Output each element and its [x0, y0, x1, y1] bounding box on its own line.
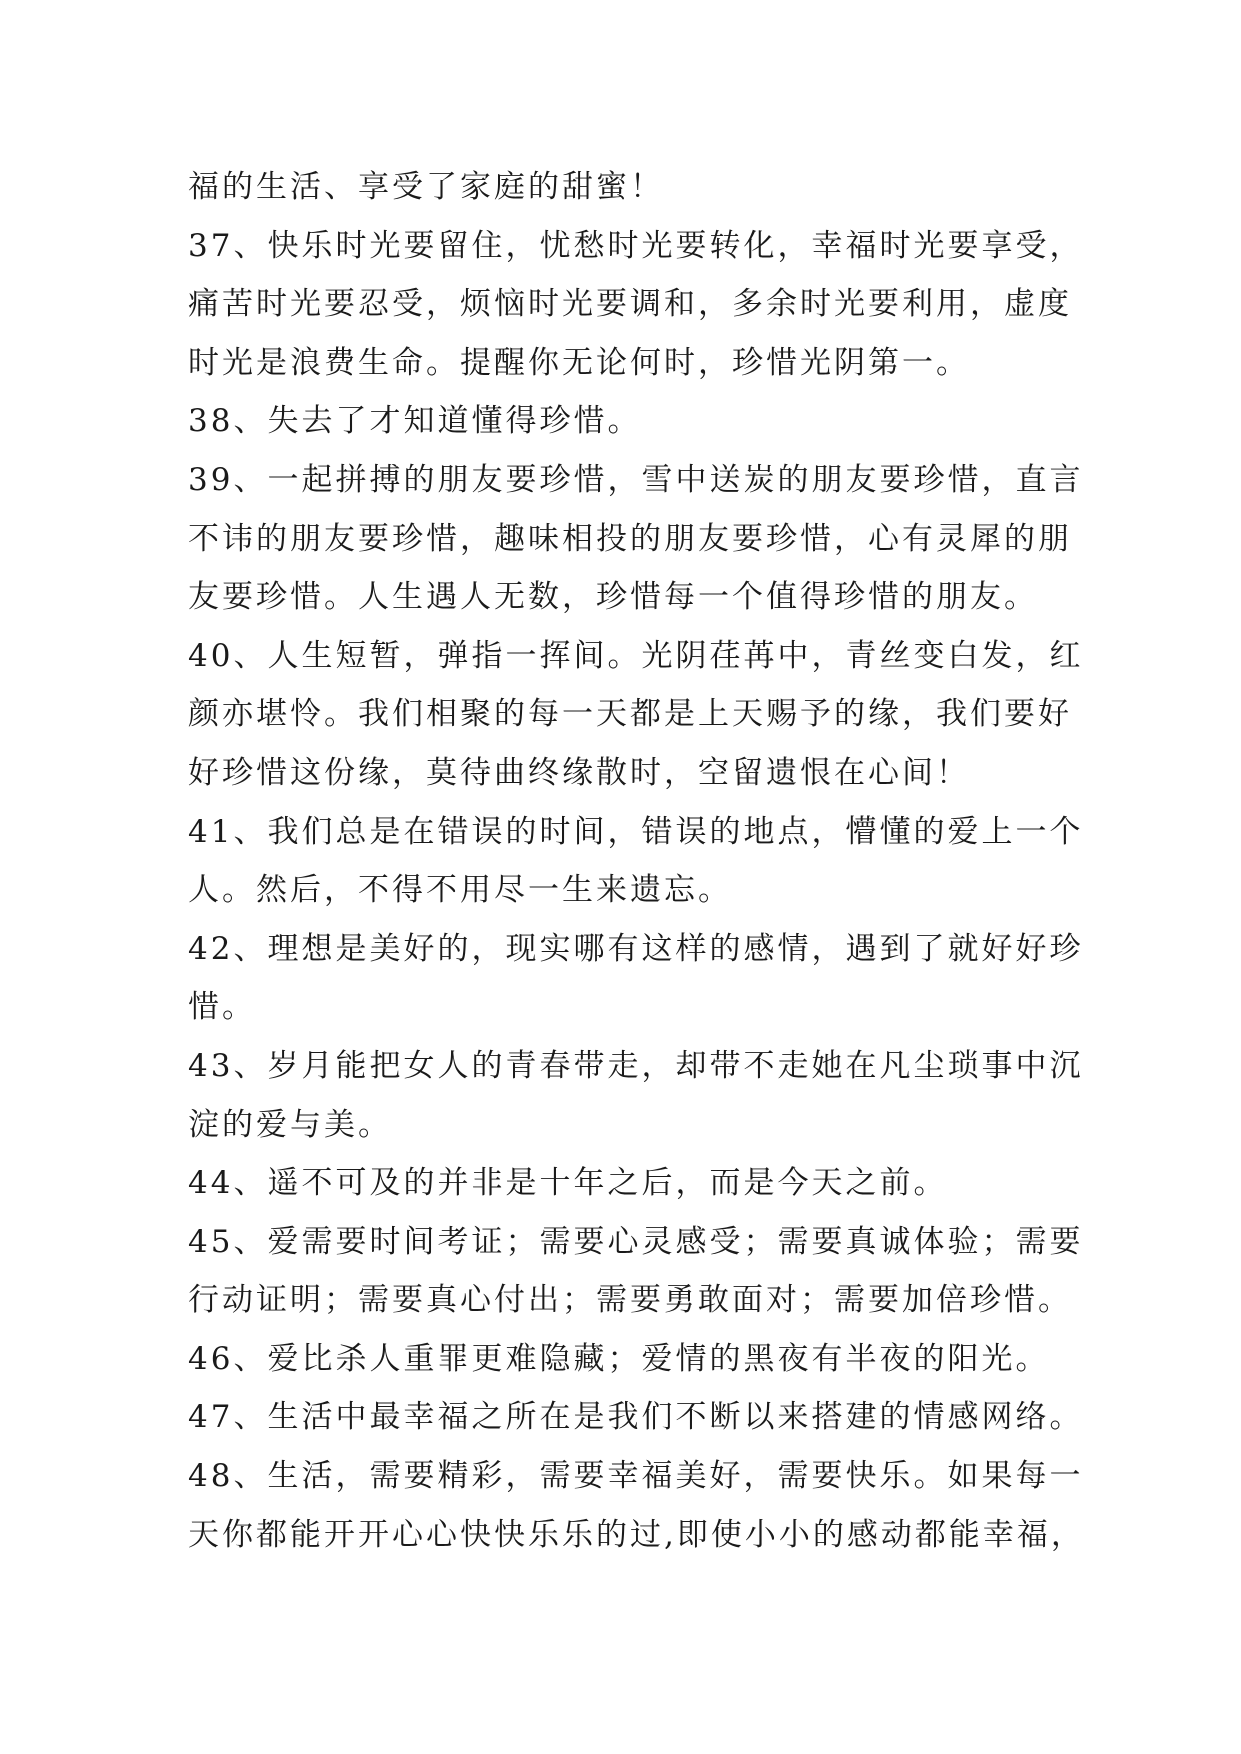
text-line: 淀的爱与美。	[188, 1106, 392, 1143]
text-line: 福的生活、享受了家庭的甜蜜！	[188, 169, 664, 205]
text-line: 友要珍惜。人生遇人无数，珍惜每一个值得珍惜的朋友。	[188, 579, 1038, 616]
text-line: 痛苦时光要忍受，烦恼时光要调和，多余时光要利用，虚度	[188, 286, 1072, 323]
text-line: 39、一起拼搏的朋友要珍惜，雪中送炭的朋友要珍惜，直言	[188, 461, 1084, 498]
text-line: 37、快乐时光要留住，忧愁时光要转化，幸福时光要享受，	[188, 227, 1084, 264]
text-line: 时光是浪费生命。提醒你无论何时，珍惜光阴第一。	[188, 344, 970, 381]
text-line: 不讳的朋友要珍惜，趣味相投的朋友要珍惜，心有灵犀的朋	[188, 520, 1072, 557]
text-line: 47、生活中最幸福之所在是我们不断以来搭建的情感网络。	[188, 1399, 1084, 1436]
text-line: 48、生活，需要精彩，需要幸福美好，需要快乐。如果每一	[188, 1458, 1084, 1495]
text-line: 38、失去了才知道懂得珍惜。	[188, 403, 642, 440]
text-line: 颜亦堪怜。我们相聚的每一天都是上天赐予的缘，我们要好	[188, 696, 1072, 733]
text-line: 43、岁月能把女人的青春带走，却带不走她在凡尘琐事中沉	[188, 1047, 1084, 1084]
text-line: 惜。	[188, 989, 256, 1026]
text-line: 45、爱需要时间考证；需要心灵感受；需要真诚体验；需要	[188, 1223, 1084, 1260]
text-line: 46、爱比杀人重罪更难隐藏；爱情的黑夜有半夜的阳光。	[188, 1340, 1050, 1377]
document-body	[188, 158, 1085, 1564]
text-line: 42、理想是美好的，现实哪有这样的感情，遇到了就好好珍	[188, 930, 1084, 967]
text-line: 天你都能开开心心快快乐乐的过,即使小小的感动都能幸福，	[188, 1516, 1085, 1553]
text-line: 行动证明；需要真心付出；需要勇敢面对；需要加倍珍惜。	[188, 1282, 1072, 1319]
text-line: 41、我们总是在错误的时间，错误的地点，懵懂的爱上一个	[188, 813, 1084, 850]
text-line: 40、人生短暂，弹指一挥间。光阴荏苒中，青丝变白发，红	[188, 637, 1084, 674]
text-line: 人。然后，不得不用尽一生来遗忘。	[188, 872, 732, 909]
text-line: 44、遥不可及的并非是十年之后，而是今天之前。	[188, 1165, 948, 1202]
text-line: 好珍惜这份缘，莫待曲终缘散时，空留遗恨在心间！	[188, 754, 970, 791]
